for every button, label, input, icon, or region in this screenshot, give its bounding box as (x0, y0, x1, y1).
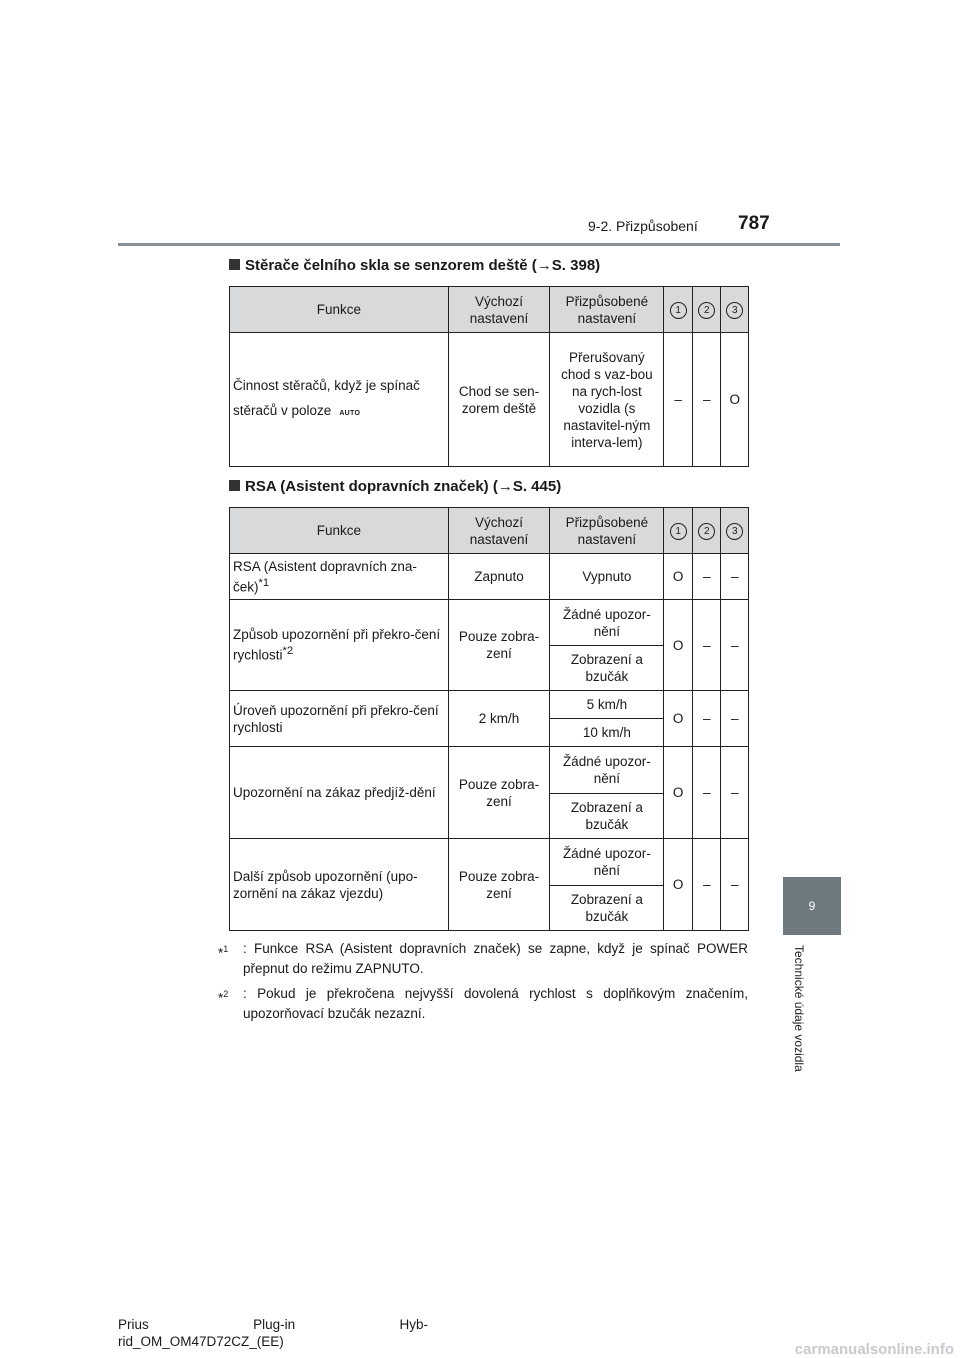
col-header-custom: Přizpůsobené nastavení (550, 287, 664, 333)
header-divider (118, 243, 840, 246)
function-cell: Úroveň upozornění při překro-čení rychlosti (230, 691, 449, 747)
default-cell: Pouze zobra-zení (448, 600, 549, 691)
option-2-cell: – (692, 333, 721, 467)
col-header-custom: Přizpůsobené nastavení (550, 508, 664, 554)
document-id: Prius Plug-in Hyb- rid_OM_OM47D72CZ_(EE) (118, 1317, 428, 1349)
footnote-2: *$^2$ : Pokud je překročena nejvyšší dovolená rychlost s doplňkovým značením, upozorňovací bzučák nezazní. (218, 986, 748, 1021)
custom-cell: Zobrazení a bzučák (550, 794, 664, 839)
circled-1-icon: 1 (670, 523, 687, 540)
page-number: 787 (738, 213, 770, 234)
circled-2-icon: 2 (698, 523, 715, 540)
chapter-number: 9 (808, 899, 816, 913)
function-cell: RSA (Asistent dopravních zna-ček)$^{*1}$ (230, 554, 449, 600)
circled-1-icon: 1 (670, 302, 687, 319)
section-heading-wipers: Stěrače čelního skla se senzorem deště (→S. 398) (229, 257, 600, 274)
square-bullet-icon (229, 259, 240, 270)
table-row: RSA (Asistent dopravních zna-ček)$^{*1}$ Zapnuto Vypnuto O – – (230, 554, 749, 600)
col-header-default: Výchozí nastavení (448, 287, 549, 333)
rsa-settings-table (229, 507, 749, 931)
col-header-function: Funkce (230, 287, 449, 333)
custom-cell: 10 km/h (550, 719, 664, 747)
auto-switch-icon: AUTO (339, 410, 361, 417)
col-header-function: Funkce (230, 508, 449, 554)
custom-cell: Žádné upozor-nění (550, 747, 664, 794)
watermark: carmanualsonline.info (794, 1341, 954, 1358)
custom-cell: Vypnuto (550, 554, 664, 600)
custom-cell: Žádné upozor-nění (550, 600, 664, 646)
table-row: Úroveň upozornění při překro-čení rychlosti 2 km/h 5 km/h O – – (230, 691, 749, 719)
circled-3-icon: 3 (726, 523, 743, 540)
chapter-tab[interactable] (783, 877, 841, 935)
function-cell: Další způsob upozornění (upo-zornění na zákaz vjezdu) (230, 839, 449, 931)
option-3-cell: O (721, 333, 749, 467)
table-header-row (230, 508, 749, 554)
custom-cell: Zobrazení a bzučák (550, 886, 664, 931)
circled-3-icon: 3 (726, 302, 743, 319)
table-row: Další způsob upozornění (upo-zornění na zákaz vjezdu) Pouze zobra-zení Žádné upozor-nění O – – (230, 839, 749, 886)
option-1-cell: – (664, 333, 693, 467)
table-row: Upozornění na zákaz předjíž-dění Pouze zobra-zení Žádné upozor-nění O – – (230, 747, 749, 794)
function-cell: Upozornění na zákaz předjíž-dění (230, 747, 449, 839)
footnote-1: *$^1$ : Funkce RSA (Asistent dopravních značek) se zapne, když je spínač POWER přepnut do režimu ZAPNUTO. (218, 941, 748, 976)
custom-cell: 5 km/h (550, 691, 664, 719)
table-header-row (230, 287, 749, 333)
default-cell: Pouze zobra-zení (448, 747, 549, 839)
section-heading-rsa: RSA (Asistent dopravních značek) (→S. 445) (229, 478, 561, 495)
custom-cell: Přerušovaný chod s vaz-bou na rych-lost vozidla (s nastavitel-ným interva-lem) (550, 333, 664, 467)
square-bullet-icon (229, 480, 240, 491)
custom-cell: Zobrazení a bzučák (550, 646, 664, 691)
function-cell: Činnost stěračů, když je spínač stěračů v poloze AUTO (230, 333, 449, 467)
custom-cell: Žádné upozor-nění (550, 839, 664, 886)
wiper-settings-table (229, 286, 749, 467)
chapter-label: Technické údaje vozidla (792, 945, 806, 1072)
table-row (230, 333, 749, 467)
function-cell: Způsob upozornění při překro-čení rychlosti$^{*2}$ (230, 600, 449, 691)
default-cell: 2 km/h (448, 691, 549, 747)
col-header-default: Výchozí nastavení (448, 508, 549, 554)
circled-2-icon: 2 (698, 302, 715, 319)
default-cell: Pouze zobra-zení (448, 839, 549, 931)
default-cell: Chod se sen-zorem deště (448, 333, 549, 467)
table-row: Způsob upozornění při překro-čení rychlosti$^{*2}$ Pouze zobra-zení Žádné upozor-nění O – – (230, 600, 749, 646)
section-title: 9-2. Přizpůsobení (588, 218, 698, 234)
default-cell: Zapnuto (448, 554, 549, 600)
